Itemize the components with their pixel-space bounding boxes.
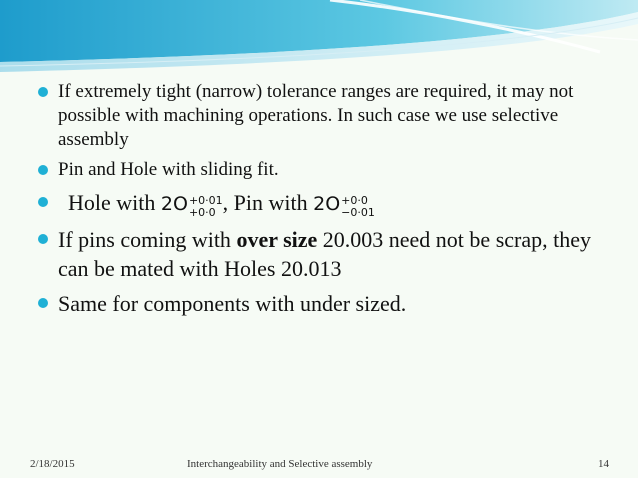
bullet-text: If extremely tight (narrow) tolerance ranges are required, it may not possible with machining operations. In such case we use selective assembly — [58, 81, 574, 150]
bullet-text: Pin and Hole with sliding fit. — [58, 159, 279, 180]
pin-label: , Pin with — [222, 190, 314, 215]
bullet-dot-icon — [38, 87, 48, 97]
footer-page-number: 14 — [598, 458, 609, 470]
bullet-dot-icon — [38, 298, 48, 308]
hole-dimension: 2O — [160, 193, 188, 215]
bullet-selective-assembly — [36, 80, 606, 152]
header-wave-decoration — [0, 0, 638, 80]
pin-upper-deviation: +0·0 — [341, 194, 368, 207]
footer-date: 2/18/2015 — [30, 458, 75, 470]
pin-lower-deviation: −0·01 — [341, 206, 375, 219]
bullet-text-pre: If pins coming with — [58, 227, 237, 252]
bullet-text: Same for components with under sized. — [58, 291, 407, 316]
bullet-text-post: 20.003 need not be scrap, they can be mated with Holes 20.013 — [58, 227, 591, 281]
bullet-undersized — [36, 289, 606, 318]
bullet-dot-icon — [38, 197, 48, 207]
bullet-text-bold: over size — [236, 227, 318, 252]
hole-label: Hole with — [68, 190, 161, 215]
footer-title: Interchangeability and Selective assembly — [187, 458, 373, 470]
bullet-sliding-fit — [36, 158, 606, 182]
hole-tolerance — [189, 195, 223, 219]
bullet-hole-pin-tolerance — [36, 188, 606, 219]
slide-content — [36, 80, 606, 324]
bullet-oversize-pins — [36, 225, 606, 283]
bullet-dot-icon — [38, 234, 48, 244]
pin-dimension: 2O — [313, 193, 341, 215]
hole-lower-deviation: +0·0 — [188, 206, 216, 219]
hole-upper-deviation: +0·01 — [188, 194, 223, 207]
bullet-dot-icon — [38, 165, 48, 175]
pin-tolerance — [341, 195, 375, 219]
